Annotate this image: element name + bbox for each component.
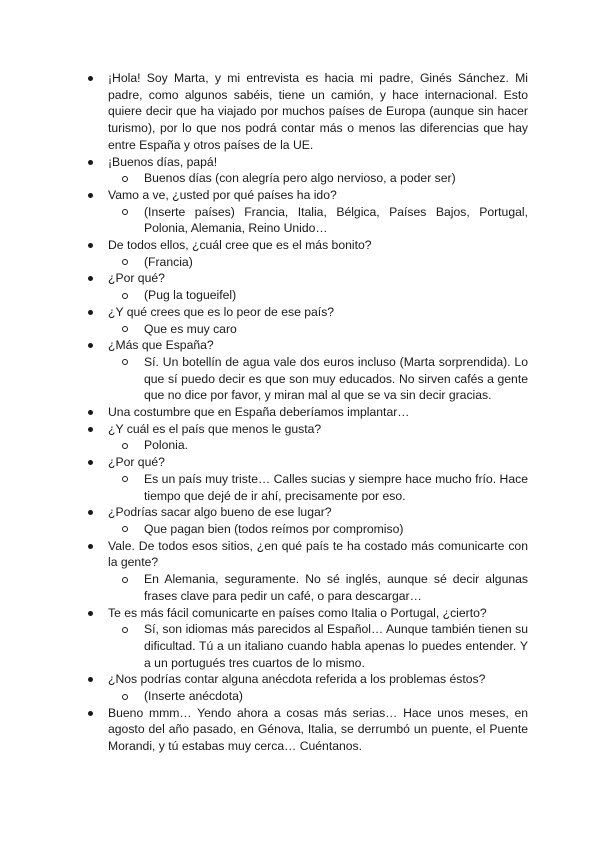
- question-text: Te es más fácil comunicarte en países como Italia o Portugal, ¿cierto?: [108, 605, 487, 620]
- list-item: [84, 237, 528, 270]
- list-item: [84, 154, 528, 187]
- question-text: Vamo a ve, ¿usted por qué países ha ido?: [108, 187, 337, 202]
- question-text: ¿Nos podrías contar alguna anécdota referida a los problemas éstos?: [108, 672, 486, 687]
- answer-text: (Pug la togueifel): [120, 287, 528, 304]
- list-item: [84, 337, 528, 404]
- list-item: [84, 421, 528, 454]
- question-text: ¡Buenos días, papá!: [108, 154, 218, 169]
- answer-text: Que es muy caro: [120, 321, 528, 338]
- question-text: De todos ellos, ¿cuál cree que es el más bonito?: [108, 238, 372, 253]
- list-item: [84, 705, 528, 755]
- answer-text: Polonia.: [120, 437, 528, 454]
- list-item: [84, 605, 528, 672]
- answer-text: Es un país muy triste… Calles sucias y siempre hace mucho frío. Hace tiempo que dejé de ir ahí, precisamente por eso.: [120, 471, 528, 504]
- list-item: [84, 304, 528, 337]
- question-text: ¿Podrías sacar algo bueno de ese lugar?: [108, 505, 332, 520]
- answer-text: (Inserte países) Francia, Italia, Bélgica, Países Bajos, Portugal, Polonia, Alemania, Reino Unido…: [120, 204, 528, 237]
- question-text: Una costumbre que en España deberíamos implantar…: [108, 405, 410, 420]
- answer-text: En Alemania, seguramente. No sé inglés, aunque sé decir algunas frases clave para pedir un café, o para descargar…: [120, 571, 528, 604]
- question-text: ¿Más que España?: [108, 338, 214, 353]
- question-text: ¿Y cuál es el país que menos le gusta?: [108, 421, 322, 436]
- question-text: ¿Por qué?: [108, 271, 165, 286]
- list-item: [84, 538, 528, 605]
- question-text: Bueno mmm… Yendo ahora a cosas más serias… Hace unos meses, en agosto del año pasado, en Génova, Italia, se derrumbó un puente, el Puente Morandi, y tú estabas muy cerca… Cuéntanos.: [108, 705, 528, 754]
- question-text: ¿Y qué crees que es lo peor de ese país?: [108, 304, 335, 319]
- question-text: ¿Por qué?: [108, 455, 165, 470]
- list-item: [84, 270, 528, 303]
- answer-text: (Francia): [120, 254, 528, 271]
- list-item: [84, 454, 528, 504]
- answer-text: Buenos días (con alegría pero algo nervioso, a poder ser): [120, 170, 528, 187]
- list-item: [84, 671, 528, 704]
- list-item: [84, 404, 528, 421]
- answer-text: (Inserte anécdota): [120, 688, 528, 705]
- list-item: [84, 70, 528, 154]
- answer-text: Sí. Un botellín de agua vale dos euros incluso (Marta sorprendida). Lo que sí puedo decir es que son muy educados. No sirven cafés a gente que no dice por favor, y miran mal al que se va sin decir gracias.: [120, 354, 528, 404]
- list-item: [84, 504, 528, 537]
- list-item: [84, 187, 528, 237]
- question-text: Vale. De todos esos sitios, ¿en qué país te ha costado más comunicarte con la gente?: [108, 538, 528, 570]
- answer-text: Sí, son idiomas más parecidos al Español… Aunque también tienen su dificultad. Tú a un italiano cuando habla apenas lo puedes entender. Y a un portugués tres cuartos de lo mismo.: [120, 621, 528, 671]
- question-text: ¡Hola! Soy Marta, y mi entrevista es hacia mi padre, Ginés Sánchez. Mi padre, como algunos sabéis, tiene un camión, y hace internacional. Esto quiere decir que ha viajado por muchos países de Europa (aunque sin hacer turismo), por lo que nos podrá contar más o menos las diferencias que hay entre España y otros países de la UE.: [108, 71, 528, 152]
- interview-list: [84, 70, 528, 755]
- answer-text: Que pagan bien (todos reímos por compromiso): [120, 521, 528, 538]
